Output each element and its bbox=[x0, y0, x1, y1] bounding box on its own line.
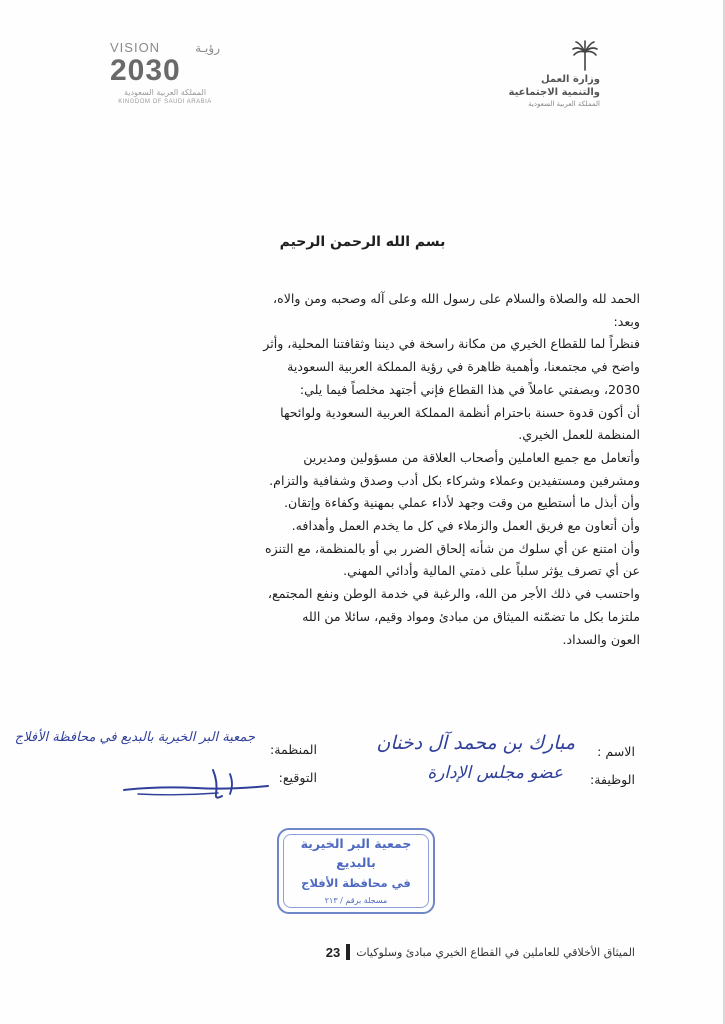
stamp-registration: مسجلة برقم / ٢١٣ bbox=[324, 896, 388, 905]
body-line: العون والسداد. bbox=[562, 631, 640, 647]
vision-kingdom-arabic: المملكة العربية السعودية bbox=[123, 88, 207, 97]
body-line: واضح في مجتمعنا، وأهمية ظاهرة في رؤية المملكة العربية السعودية bbox=[287, 359, 640, 375]
basmala-heading: بسم الله الرحمن الرحيم bbox=[279, 234, 446, 250]
ministry-name-line1: وزارة العمل bbox=[541, 74, 600, 85]
body-line: الحمد لله والصلاة والسلام على رسول الله وعلى آله وصحبه ومن والاه، bbox=[273, 291, 640, 306]
body-line: ومشرفين ومستفيدين وعملاء وشركاء بكل أدب وصدق وشفافية والتزام. bbox=[269, 472, 640, 488]
job-value: عضو مجلس الإدارة bbox=[427, 763, 563, 783]
pledge-body bbox=[90, 288, 640, 651]
body-line: وأن أبذل ما أستطيع من وقت وجهد لأداء عملي بمهنية وكفاءة وإتقان. bbox=[284, 495, 640, 511]
body-line: وبعد: bbox=[613, 313, 640, 329]
organization-stamp bbox=[277, 828, 435, 914]
vision-kingdom-english: KINGDOM OF SAUDI ARABIA bbox=[118, 99, 212, 105]
ministry-country: المملكة العربية السعودية bbox=[528, 100, 600, 108]
vision-word: VISION bbox=[110, 40, 161, 55]
body-line: وأتعامل مع جميع العاملين وأصحاب العلاقة من مسؤولين ومديرين bbox=[303, 449, 640, 465]
body-line: واحتسب في ذلك الأجر من الله، والرغبة في خدمة الوطن ونفع المجتمع، bbox=[267, 586, 640, 602]
stamp-line: في محافظة الأفلاج bbox=[301, 876, 411, 890]
body-line: 2030، وبصفتي عاملاً في هذا القطاع فإني أجتهد مخلصاً فيما يلي: bbox=[299, 381, 640, 397]
body-line: فنظراً لما للقطاع الخيري من مكانة راسخة في ديننا وثقافتنا المحلية، وأثر bbox=[263, 336, 640, 352]
ministry-name-line2: والتنمية الاجتماعية bbox=[508, 87, 600, 98]
body-line: وأن امتنع عن أي سلوك من شأنه إلحاق الضرر بي أو بالمنظمة، مع التنزه bbox=[264, 540, 640, 556]
organization-label: المنظمة: bbox=[269, 742, 317, 757]
vision-year: 2030 bbox=[110, 54, 181, 87]
body-line: المنظمة للعمل الخيري. bbox=[518, 427, 640, 443]
vision-logo-top bbox=[110, 40, 220, 55]
body-line: ملتزما بكل ما تضمّنه الميثاق من مبادئ ومواد وقيم، سائلا من الله bbox=[302, 608, 640, 624]
name-label: الاسم : bbox=[597, 744, 635, 759]
page-number: 23 bbox=[325, 944, 341, 960]
name-value: مبارك بن محمد آل دخنان bbox=[376, 732, 575, 754]
palm-tree-icon bbox=[570, 40, 600, 72]
stamp-line: بالبديع bbox=[336, 855, 376, 870]
footer-divider bbox=[346, 944, 350, 960]
body-line: وأن أتعاون مع فريق العمل والزملاء في كل ما يخدم العمل وأهدافه. bbox=[291, 518, 640, 534]
body-line: عن أي تصرف يؤثر سلباً على ذمتي المالية وأدائي المهني. bbox=[343, 563, 640, 579]
ministry-logo bbox=[508, 40, 620, 115]
page-footer bbox=[326, 944, 635, 960]
footer-title: الميثاق الأخلاقي للعاملين في القطاع الخيري مبادئ وسلوكيات bbox=[356, 945, 635, 959]
organization-value: جمعية البر الخيرية بالبديع في محافظة الأفلاج bbox=[14, 730, 255, 745]
stamp-line: جمعية البر الخيرية bbox=[300, 836, 412, 851]
vision-2030-logo bbox=[110, 40, 220, 110]
job-label: الوظيفة: bbox=[589, 772, 635, 787]
vision-arabic-word: رؤيـة bbox=[195, 40, 220, 55]
body-line: أن أكون قدوة حسنة باحترام أنظمة المملكة العربية السعودية ولوائحها bbox=[280, 404, 640, 420]
signature-label: التوقيع: bbox=[278, 770, 317, 785]
handwritten-signature bbox=[118, 760, 278, 810]
